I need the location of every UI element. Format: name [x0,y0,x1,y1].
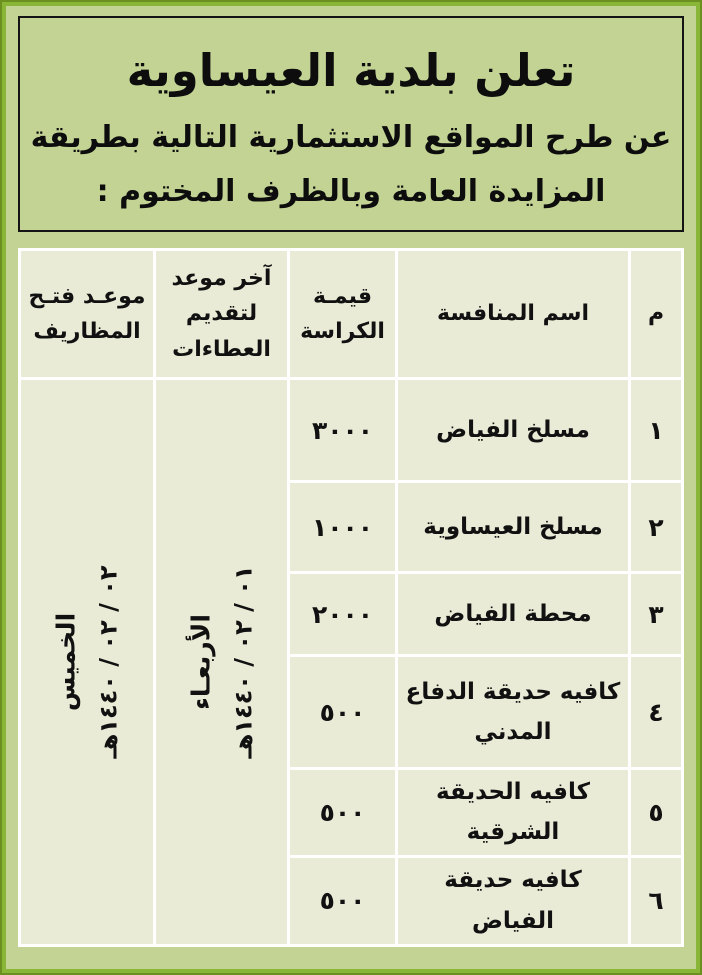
row-value: ٥٠٠ [290,770,395,855]
announcement-title: تعلن بلدية العيساوية [126,44,576,98]
tender-table [18,248,684,947]
row-serial: ٦ [631,858,681,944]
row-name: محطة الفياض [398,574,628,654]
deadline-day: الأربعـاء [186,613,215,710]
header-opening: موعـد فتـح المظاريف [21,251,153,377]
row-value: ٢٠٠٠ [290,574,395,654]
deadline-date-cell [156,380,287,944]
row-serial: ٥ [631,770,681,855]
page-background [2,2,700,973]
header-serial: م [631,251,681,377]
row-serial: ١ [631,380,681,480]
header-name: اسم المنافسة [398,251,628,377]
opening-day: الخميس [51,612,81,711]
table-row [21,380,681,480]
row-value: ٥٠٠ [290,657,395,767]
row-serial: ٤ [631,657,681,767]
announcement-subtitle-line2: المزايدة العامة وبالظرف المختوم : [96,173,606,209]
table-header-row [21,251,681,377]
announcement-box [18,16,684,232]
row-serial: ٢ [631,483,681,571]
opening-date-cell [21,380,153,944]
row-serial: ٣ [631,574,681,654]
deadline-date: ٠١ / ٠٢ / ١٤٤٠هـ [229,565,257,759]
row-value: ٥٠٠ [290,858,395,944]
row-name: كافيه حديقة الفياض [398,858,628,944]
header-deadline: آخر موعد لتقديم العطاءات [156,251,287,377]
announcement-subtitle-line1: عن طرح المواقع الاستثمارية التالية بطريقة [30,120,672,156]
row-name: مسلخ الفياض [398,380,628,480]
row-value: ٣٠٠٠ [290,380,395,480]
row-name: كافيه الحديقة الشرقية [398,770,628,855]
opening-rotated-text [52,565,123,758]
deadline-rotated-text [186,565,257,758]
opening-date: ٠٢ / ٠٢ / ١٤٤٠هـ [94,565,123,759]
row-name: كافيه حديقة الدفاع المدني [398,657,628,767]
header-value: قيمـة الكراسة [290,251,395,377]
row-value: ١٠٠٠ [290,483,395,571]
row-name: مسلخ العيساوية [398,483,628,571]
